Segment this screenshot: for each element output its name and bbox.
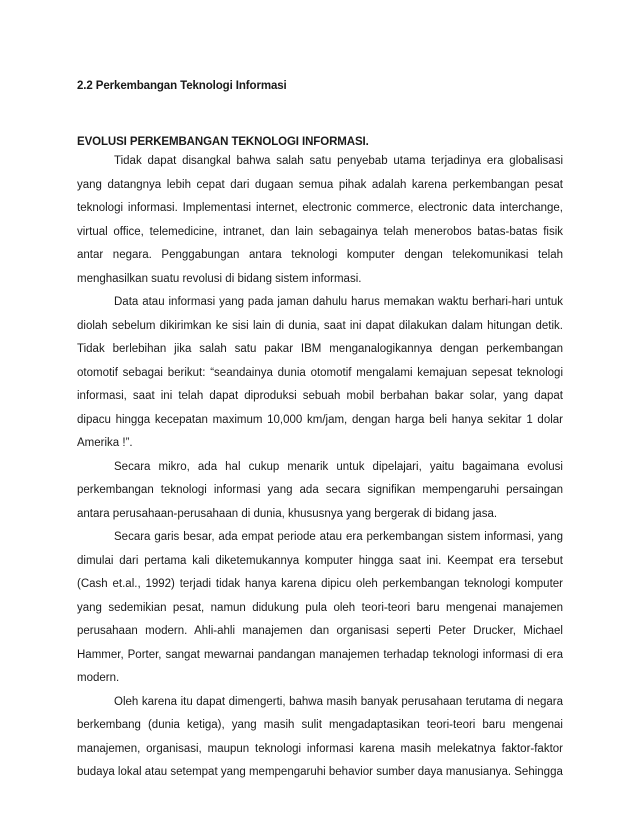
paragraph: Secara mikro, ada hal cukup menarik untuk dipelajari, yaitu bagaimana evolusi perkembangan teknologi informasi yang ada secara signifikan mempengaruhi persaingan antara perusahaan-perusahaan di dunia, khususnya yang bergerak di bidang jasa. xyxy=(77,460,563,520)
paragraph: Secara garis besar, ada empat periode atau era perkembangan sistem informasi, yang dimulai dari pertama kali diketemukannya komputer hingga saat ini. Keempat era tersebut (Cash et.al., 1992) terjadi tidak hanya karena dipicu oleh perkembangan teknologi komputer yang sedemikian pesat, namun didukung pula oleh teori-teori baru mengenai manajemen perusahaan modern. Ahli-ahli manajemen dan organisasi seperti Peter Drucker, Michael Hammer, Porter, sangat mewarnai pandangan manajemen terhadap teknologi informasi di era modern. xyxy=(77,531,563,684)
body-text xyxy=(77,150,563,785)
section-heading: 2.2 Perkembangan Teknologi Informasi xyxy=(77,80,287,92)
paragraph: Tidak dapat disangkal bahwa salah satu penyebab utama terjadinya era globalisasi yang datangnya lebih cepat dari dugaan semua pihak adalah karena perkembangan pesat teknologi informasi. Implementasi internet, electronic commerce, electronic data interchange, virtual office, telemedicine, intranet, dan lain sebagainya telah menerobos batas-batas fisik antar negara. Penggabungan antara teknologi komputer dengan telekomunikasi telah menghasilkan suatu revolusi di bidang sistem informasi. xyxy=(77,155,563,285)
paragraph: Data atau informasi yang pada jaman dahulu harus memakan waktu berhari-hari untuk diolah sebelum dikirimkan ke sisi lain di dunia, saat ini dapat dilakukan dalam hitungan detik. Tidak berlebihan jika salah satu pakar IBM menganalogikannya dengan perkembangan otomotif sebagai berikut: “seandainya dunia otomotif mengalami kemajuan sepesat teknologi informasi, saat ini telah dapat diproduksi sebuah mobil berbahan bakar solar, yang dapat dipacu hingga kecepatan maximum 10,000 km/jam, dengan harga beli hanya sekitar 1 dolar Amerika !”. xyxy=(77,296,563,449)
subheading: EVOLUSI PERKEMBANGAN TEKNOLOGI INFORMASI. xyxy=(77,136,369,148)
paragraph: Oleh karena itu dapat dimengerti, bahwa masih banyak perusahaan terutama di negara berkembang (dunia ketiga), yang masih sulit mengadaptasikan teori-teori baru mengenai manajemen, organisasi, maupun teknologi informasi karena masih melekatnya faktor-faktor budaya lokal atau setempat yang mempengaruhi behavior sumber daya manusianya. Sehingga xyxy=(77,695,563,778)
